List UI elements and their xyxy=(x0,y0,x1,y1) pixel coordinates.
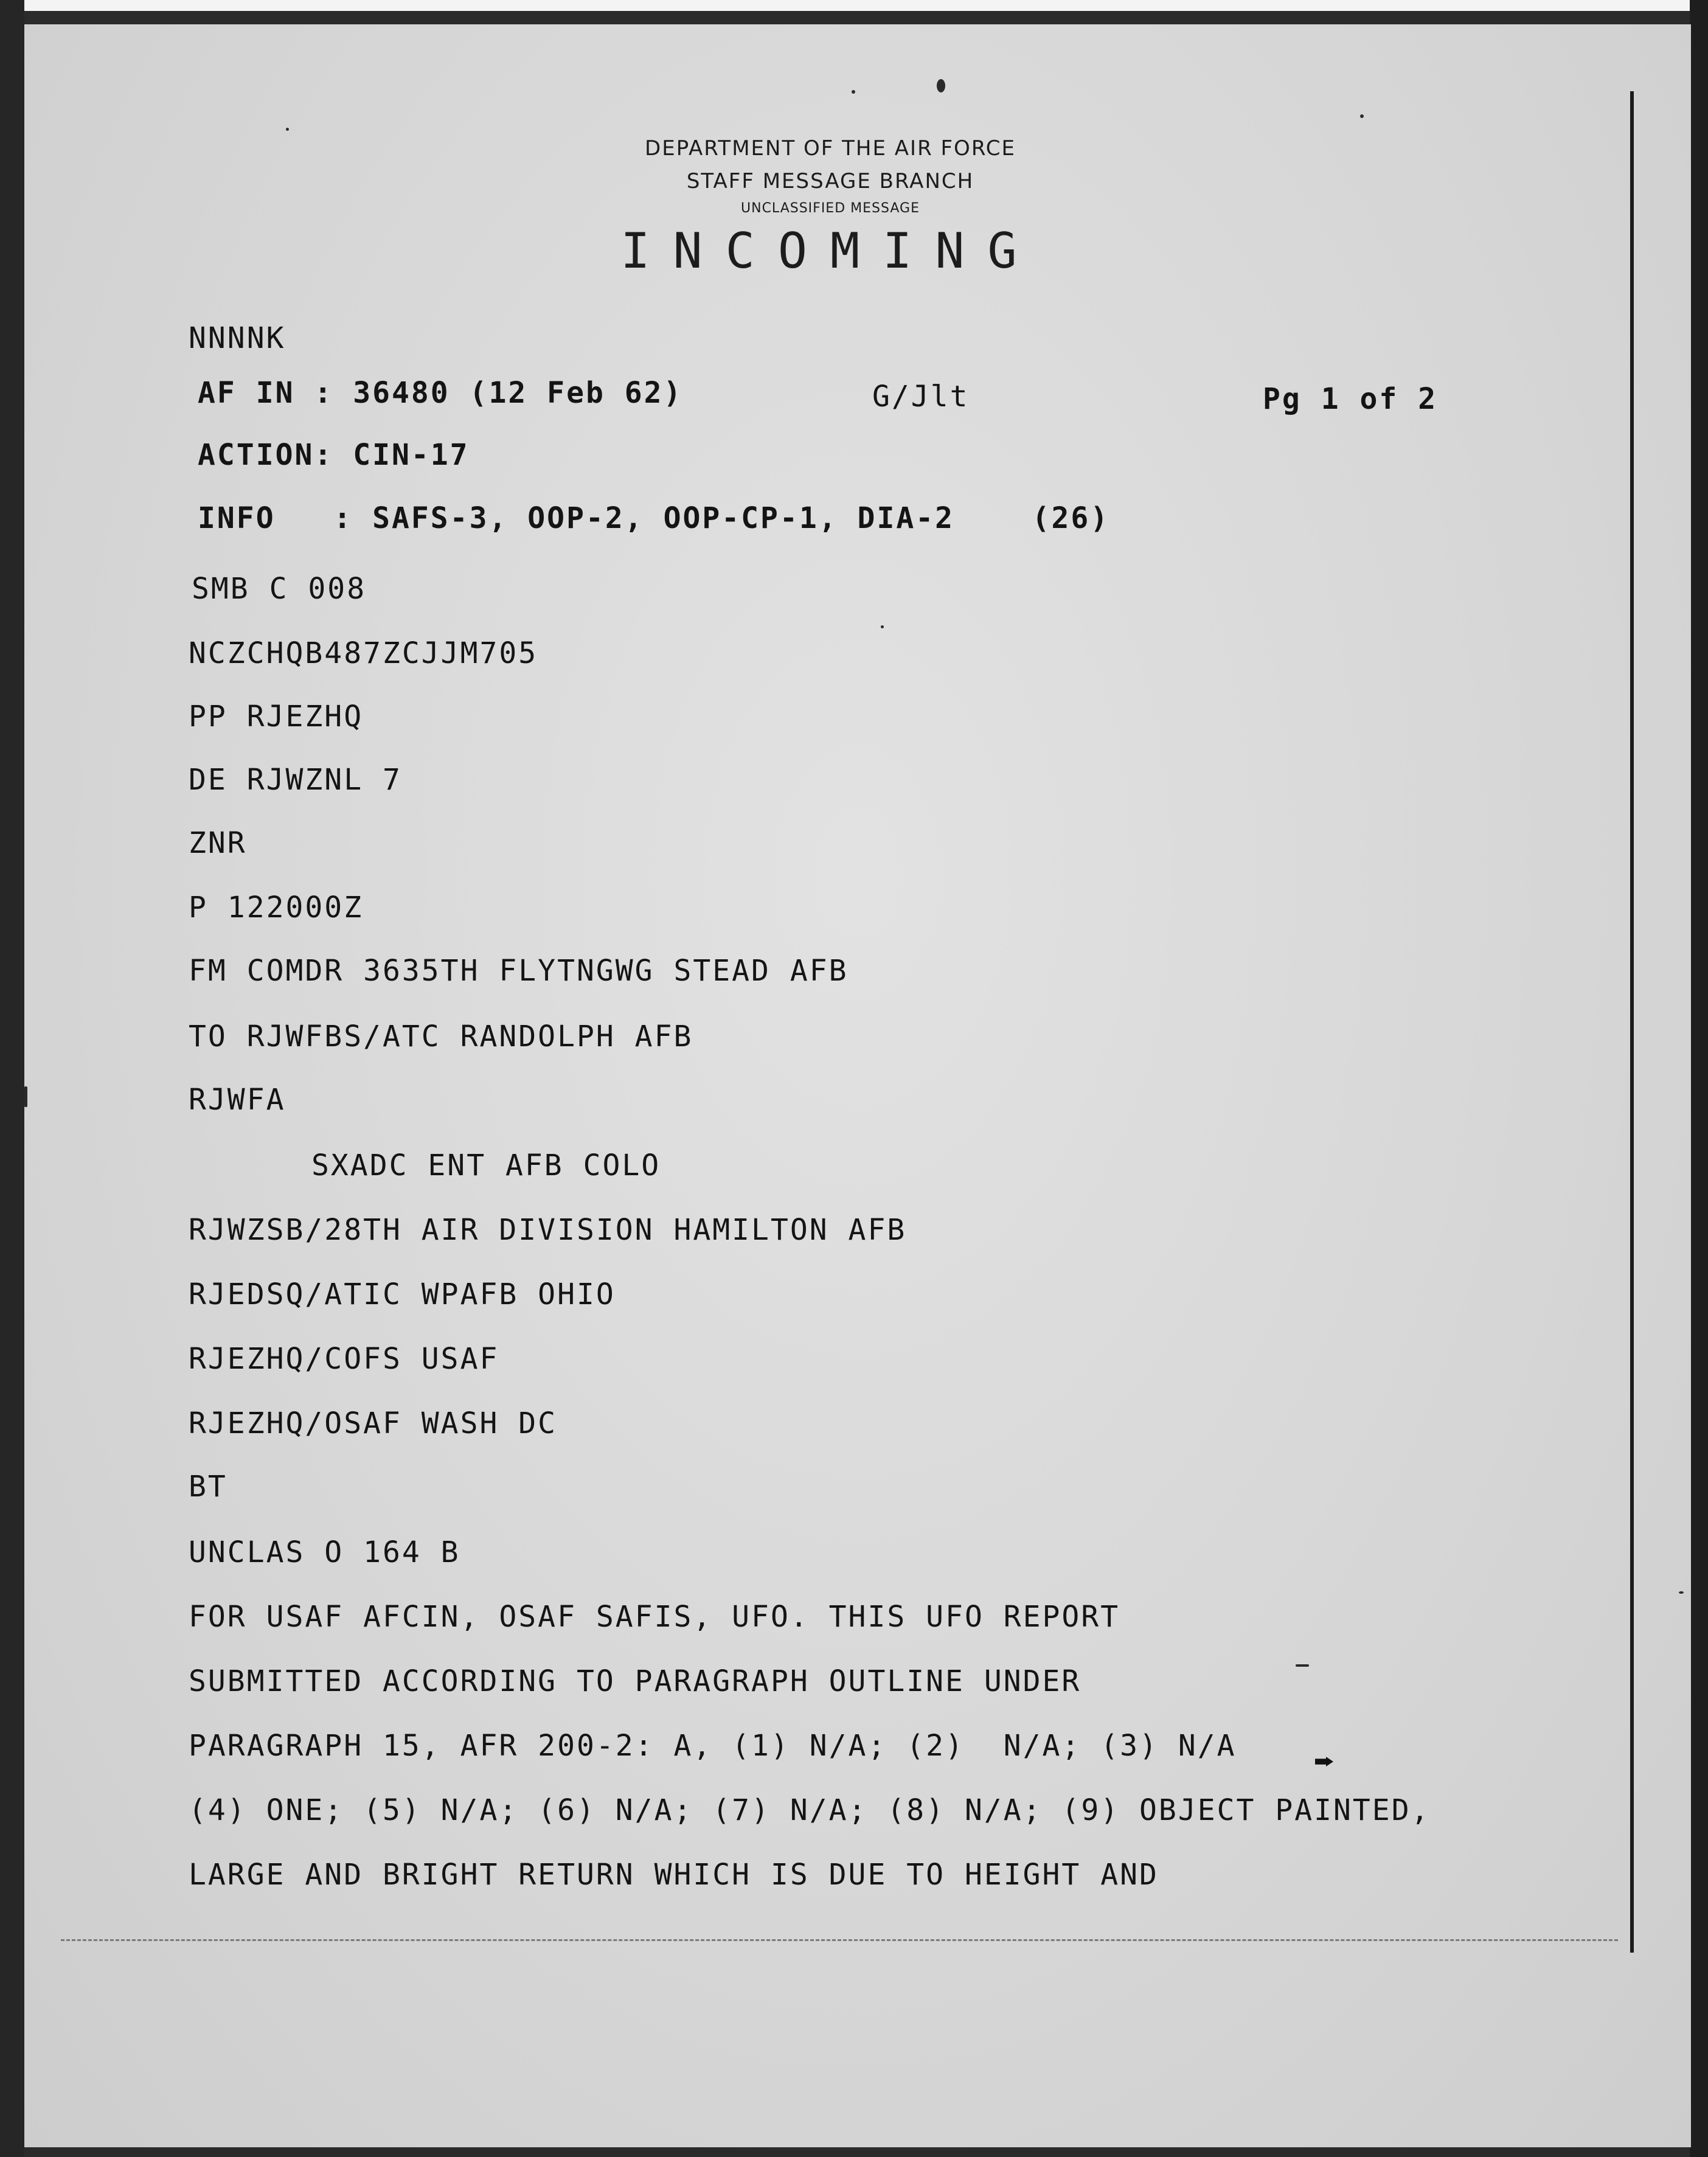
scan-left-edge xyxy=(0,0,24,2157)
unclas-line: UNCLAS O 164 B xyxy=(189,1535,460,1569)
classification-label: UNCLASSIFIED MESSAGE xyxy=(741,201,920,216)
af-in-line: AF IN : 36480 (12 Feb 62) xyxy=(198,376,683,410)
scan-speck xyxy=(286,128,289,131)
priority-line: P 122000Z xyxy=(189,891,364,925)
incoming-title: INCOMING xyxy=(620,223,1040,279)
address-line-3: RJEDSQ/ATIC WPAFB OHIO xyxy=(189,1277,616,1311)
scan-speck xyxy=(1296,1664,1309,1667)
body-line-4: (4) ONE; (5) N/A; (6) N/A; (7) N/A; (8) N/A; (9) OBJECT PAINTED, xyxy=(189,1793,1431,1827)
body-line-2: SUBMITTED ACCORDING TO PARAGRAPH OUTLINE UNDER xyxy=(189,1664,1081,1698)
pp-line: PP RJEZHQ xyxy=(189,700,364,734)
to-line: TO RJWFBS/ATC RANDOLPH AFB xyxy=(189,1019,693,1054)
address-line-1b: SXADC ENT AFB COLO xyxy=(311,1148,661,1183)
scan-top-edge xyxy=(0,0,1708,11)
from-line: FM COMDR 3635TH FLYTNGWG STEAD AFB xyxy=(189,954,849,988)
scan-speck xyxy=(852,90,855,94)
body-line-3: PARAGRAPH 15, AFR 200-2: A, (1) N/A; (2) N/A; (3) N/A xyxy=(189,1729,1237,1763)
line-nnnnk: NNNNK xyxy=(189,321,286,355)
message-sheet xyxy=(24,24,1691,2147)
scan-speck xyxy=(881,625,884,628)
znr-line: ZNR xyxy=(189,826,247,860)
scan-speck xyxy=(937,79,945,92)
address-line-5: RJEZHQ/OSAF WASH DC xyxy=(189,1406,558,1440)
scan-speck xyxy=(1360,114,1364,118)
ncz-line: NCZCHQB487ZCJJM705 xyxy=(189,636,538,670)
address-line-4: RJEZHQ/COFS USAF xyxy=(189,1342,499,1376)
bt-line: BT xyxy=(189,1470,227,1504)
scan-speck xyxy=(24,1086,27,1107)
info-line: INFO : SAFS-3, OOP-2, OOP-CP-1, DIA-2 (26) xyxy=(198,501,1110,535)
scan-right-edge xyxy=(1690,0,1708,2157)
margin-rule xyxy=(1630,91,1634,1953)
branch-heading: STAFF MESSAGE BRANCH xyxy=(686,169,974,193)
scan-speck xyxy=(1679,1591,1684,1594)
page-fold-line xyxy=(61,1939,1618,1941)
page-indicator: Pg 1 of 2 xyxy=(1263,382,1438,416)
address-line-2: RJWZSB/28TH AIR DIVISION HAMILTON AFB xyxy=(189,1213,907,1247)
action-line: ACTION: CIN-17 xyxy=(198,438,470,472)
body-line-5: LARGE AND BRIGHT RETURN WHICH IS DUE TO HEIGHT AND xyxy=(189,1858,1159,1892)
margin-arrow-mark xyxy=(1315,1757,1333,1766)
body-line-1: FOR USAF AFCIN, OSAF SAFIS, UFO. THIS UFO REPORT xyxy=(189,1600,1120,1634)
address-line-1: RJWFA xyxy=(189,1083,286,1117)
smb-line: SMB C 008 xyxy=(192,572,367,606)
de-line: DE RJWZNL 7 xyxy=(189,763,402,797)
department-heading: DEPARTMENT OF THE AIR FORCE xyxy=(645,136,1016,161)
routing-code: G/Jlt xyxy=(872,380,970,414)
